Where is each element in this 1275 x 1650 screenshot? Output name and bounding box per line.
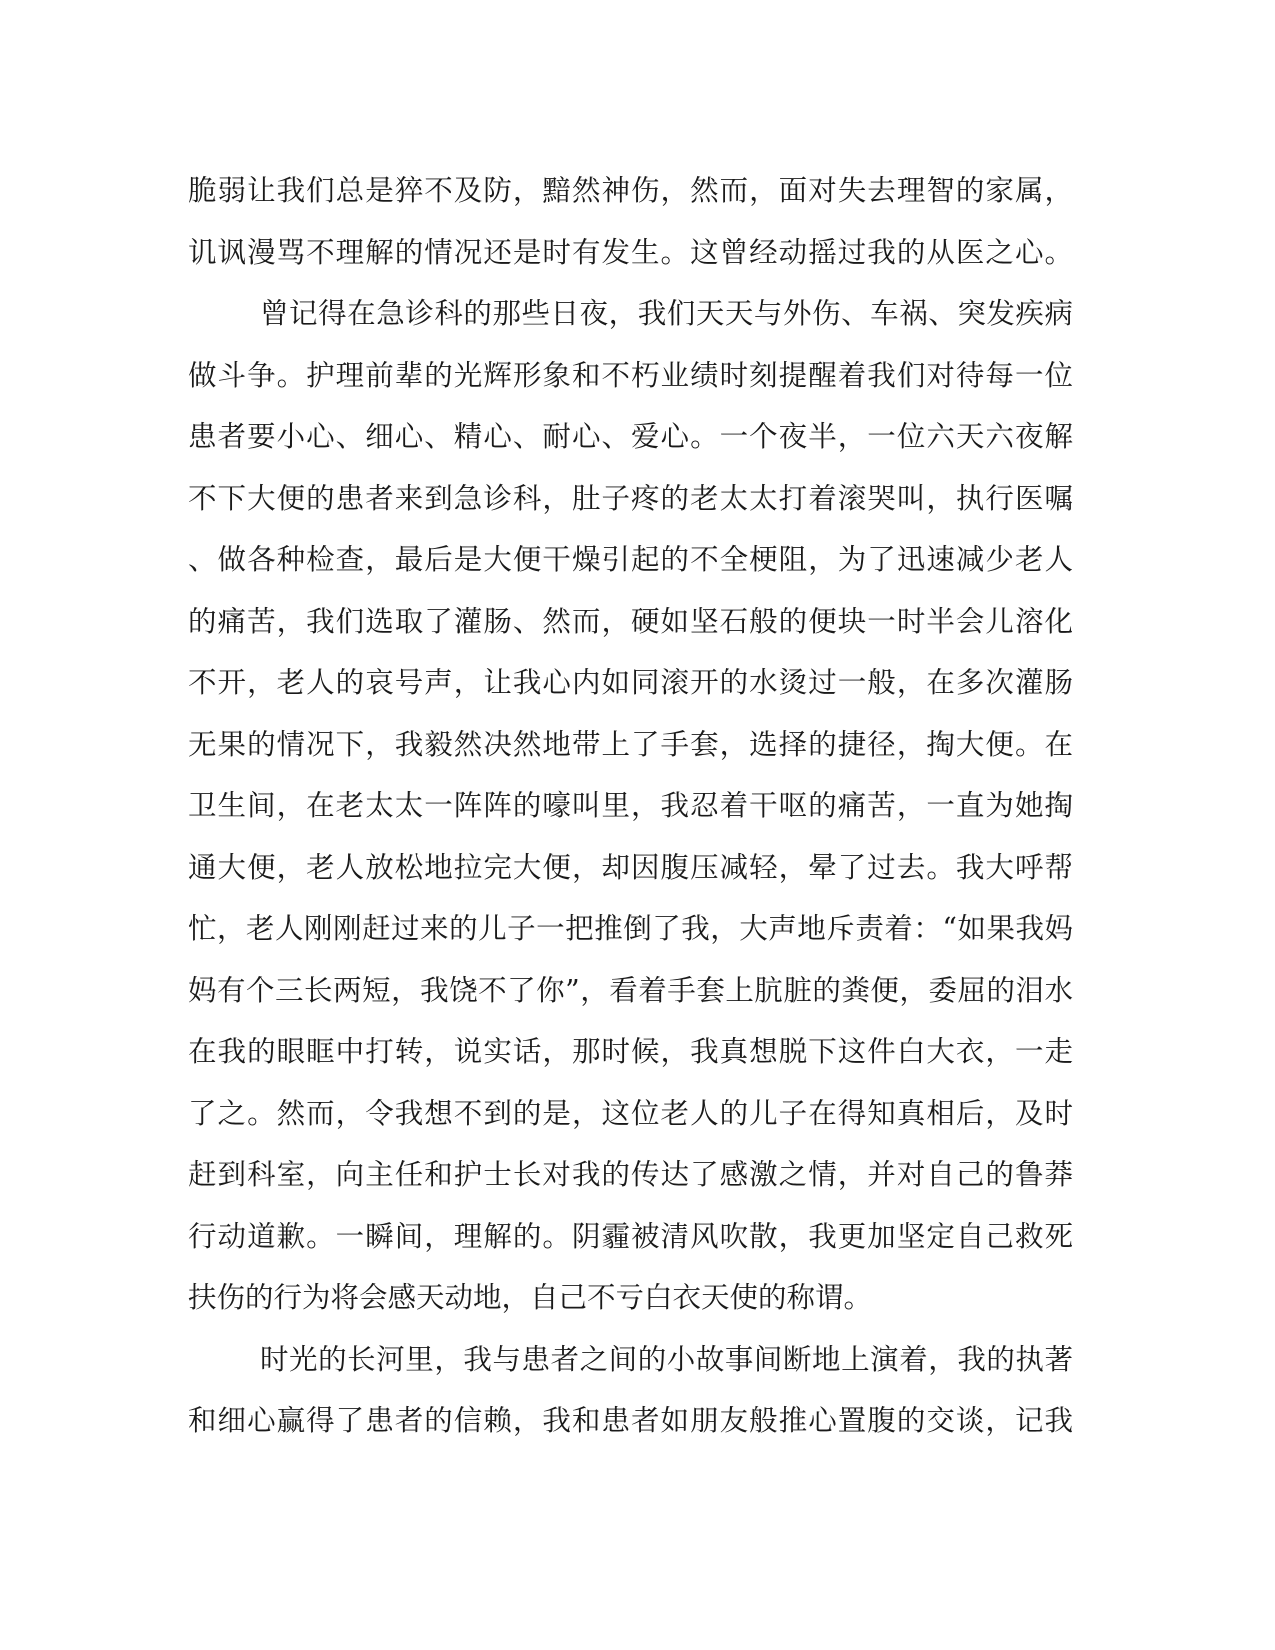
text-line: 赶到科室，向主任和护士长对我的传达了感激之情，并对自己的鲁莽 — [188, 1158, 1073, 1191]
paragraph-last-line: 扶伤的行为将会感天动地，自己不亏白衣天使的称谓。 — [188, 1281, 873, 1314]
text-line: 无果的情况下，我毅然决然地带上了手套，选择的捷径，掏大便。在 — [188, 727, 1073, 761]
paragraph-first-line: 时光的长河里，我与患者之间的小故事间断地上演着，我的执著 — [260, 1342, 1073, 1376]
paragraph-first-line: 曾记得在急诊科的那些日夜，我们天天与外伤、车祸、突发疾病 — [260, 297, 1073, 330]
text-line: 不开，老人的哀号声，让我心内如同滚开的水烫过一般，在多次灌肠 — [188, 666, 1073, 699]
text-line: 忙，老人刚刚赶过来的儿子一把推倒了我，大声地斥责着：“如果我妈 — [188, 912, 1073, 945]
text-line: 患者要小心、细心、精心、耐心、爱心。一个夜半，一位六天六夜解 — [188, 420, 1073, 453]
text-line: 做斗争。护理前辈的光辉形象和不朽业绩时刻提醒着我们对待每一位 — [188, 358, 1073, 392]
text-line: 脆弱让我们总是猝不及防，黯然神伤，然而，面对失去理智的家属， — [188, 174, 1073, 207]
body-text — [188, 160, 1088, 1452]
text-line: 讥讽漫骂不理解的情况还是时有发生。这曾经动摇过我的从医之心。 — [188, 235, 1073, 269]
text-line: 和细心赢得了患者的信赖，我和患者如朋友般推心置腹的交谈，记我 — [188, 1404, 1073, 1437]
text-line: 通大便，老人放松地拉完大便，却因腹压减轻，晕了过去。我大呼帮 — [188, 850, 1073, 884]
text-line: 了之。然而，令我想不到的是，这位老人的儿子在得知真相后，及时 — [188, 1096, 1073, 1130]
text-line: 妈有个三长两短，我饶不了你”，看着手套上肮脏的粪便，委屈的泪水 — [188, 973, 1073, 1007]
text-line: 的痛苦，我们选取了灌肠、然而，硬如坚石般的便块一时半会儿溶化 — [188, 604, 1073, 638]
text-line: 行动道歉。一瞬间，理解的。阴霾被清风吹散，我更加坚定自己救死 — [188, 1219, 1073, 1253]
text-line: 不下大便的患者来到急诊科，肚子疼的老太太打着滚哭叫，执行医嘱 — [188, 481, 1073, 515]
text-line: 卫生间，在老太太一阵阵的嚎叫里，我忍着干呕的痛苦，一直为她掏 — [188, 789, 1073, 822]
text-line: 、做各种检查，最后是大便干燥引起的不全梗阻，为了迅速减少老人 — [188, 543, 1073, 576]
text-line: 在我的眼眶中打转，说实话，那时候，我真想脱下这件白大衣，一走 — [188, 1035, 1073, 1068]
